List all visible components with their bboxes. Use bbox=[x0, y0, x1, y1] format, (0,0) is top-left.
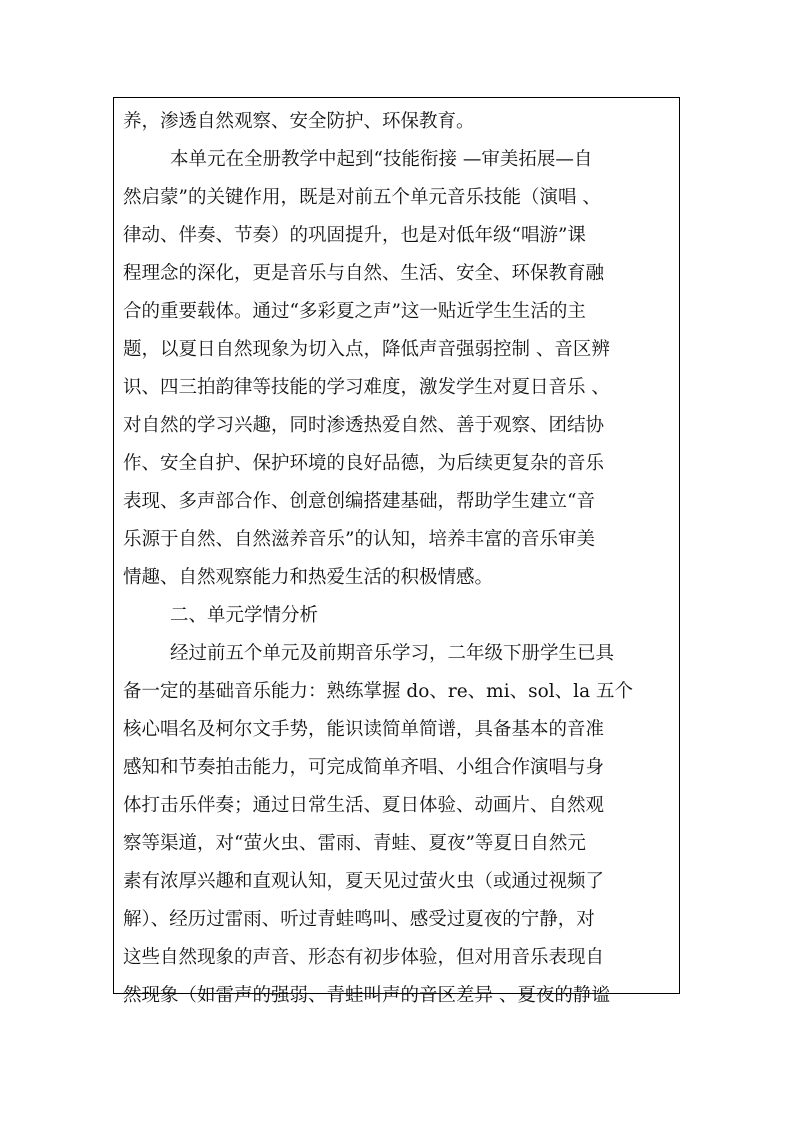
text-line: 备一定的基础音乐能力：熟练掌握 do、re、mi、sol、la 五个 bbox=[123, 681, 633, 702]
text-line: 素有浓厚兴趣和直观认知，夏天见过萤火虫（或通过视频了 bbox=[123, 871, 605, 892]
text-line: 合的重要载体。通过“多彩夏之声”这一贴近学生生活的主 bbox=[123, 301, 586, 322]
text-line: 乐源于自然、自然滋养音乐”的认知，培养丰富的音乐审美 bbox=[123, 529, 595, 550]
text-line: 解）、经历过雷雨、听过青蛙鸣叫、感受过夏夜的宁静，对 bbox=[123, 909, 595, 930]
text-line: 本单元在全册教学中起到“技能衔接 —审美拓展—自 bbox=[170, 149, 593, 170]
text-line: 核心唱名及柯尔文手势，能识读简单简谱，具备基本的音准 bbox=[123, 719, 605, 740]
text-line: 经过前五个单元及前期音乐学习，二年级下册学生已具 bbox=[170, 643, 615, 664]
text-line: 题，以夏日自然现象为切入点，降低声音强弱控制 、音区辨 bbox=[123, 339, 610, 360]
text-line: 察等渠道，对“萤火虫、雷雨、青蛙、夏夜”等夏日自然元 bbox=[123, 833, 586, 854]
text-line: 体打击乐伴奏；通过日常生活、夏日体验、动画片、自然观 bbox=[123, 795, 605, 816]
text-line: 情趣、自然观察能力和热爱生活的积极情感。 bbox=[123, 567, 494, 588]
text-line: 这些自然现象的声音、形态有初步体验，但对用音乐表现自 bbox=[123, 947, 605, 968]
text-line: 识、四三拍韵律等技能的学习难度，激发学生对夏日音乐 、 bbox=[123, 377, 610, 398]
paragraph-unit-role bbox=[123, 141, 673, 597]
paragraph-learner-analysis bbox=[123, 635, 673, 1015]
text-line: 表现、多声部合作、创意创编搭建基础，帮助学生建立“音 bbox=[123, 491, 595, 512]
document-body bbox=[123, 103, 673, 1015]
text-line: 律动、伴奏、节奏）的巩固提升，也是对低年级“唱游”课 bbox=[123, 225, 586, 246]
text-line: 对自然的学习兴趣，同时渗透热爱自然、善于观察、团结协 bbox=[123, 415, 605, 436]
section-heading: 二、单元学情分析 bbox=[170, 605, 319, 626]
text-line: 程理念的深化，更是音乐与自然、生活、安全、环保教育融 bbox=[123, 263, 605, 284]
text-line: 然现象（如雷声的强弱、青蛙叫声的音区差异 、夏夜的静谧 bbox=[123, 985, 610, 1006]
text-line: 作、安全自护、保护环境的良好品德，为后续更复杂的音乐 bbox=[123, 453, 605, 474]
document-table-cell bbox=[113, 97, 680, 1006]
text-line: 然启蒙”的关键作用，既是对前五个单元音乐技能（演唱 、 bbox=[123, 187, 601, 208]
continuation-line: 养，渗透自然观察、安全防护、环保教育。 bbox=[123, 111, 475, 132]
text-line: 感知和节奏拍击能力，可完成简单齐唱、小组合作演唱与身 bbox=[123, 757, 605, 778]
